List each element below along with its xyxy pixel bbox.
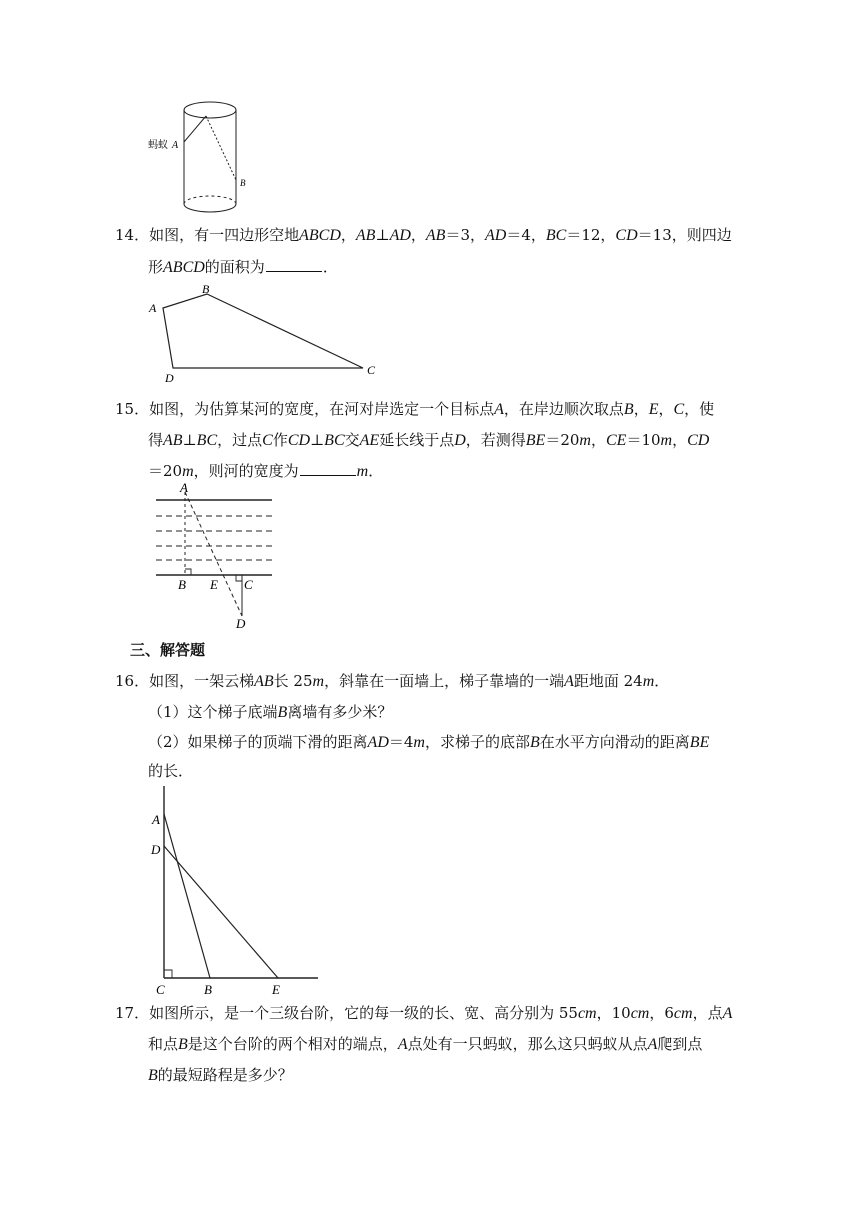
ladder-ab (164, 814, 210, 978)
right-angle-c (164, 970, 172, 978)
label-c: C (156, 982, 165, 997)
label-e: E (210, 577, 218, 592)
quadrilateral-abcd (163, 294, 363, 368)
cylinder-bottom-back (184, 196, 236, 204)
cylinder-top-ellipse (184, 102, 236, 118)
label-a: A (149, 301, 157, 315)
quadrilateral-figure (145, 282, 385, 388)
label-c: C (244, 577, 253, 592)
label-a: A (180, 482, 188, 495)
q15-line1: 15．如图，为估算某河的宽度，在河对岸选定一个目标点A，在岸边顺次取点B，E，C，使 (115, 400, 715, 418)
q16-number: 16． (115, 672, 150, 690)
label-d: D (151, 842, 161, 857)
q17-number: 17． (115, 1004, 150, 1022)
q15-line2: 得AB⊥BC，过点C作CD⊥BC交AE延长线于点D，若测得BE＝20m，CE＝10m，CD (148, 431, 710, 449)
q15-line3: ＝20m，则河的宽度为 m． (148, 462, 384, 480)
section-title: 三、解答题 (130, 641, 206, 659)
ladder-figure (146, 782, 326, 998)
q16-sub2: （2）如果梯子的顶端下滑的距离AD＝4m，求梯子的底部B在水平方向滑动的距离BE (148, 733, 710, 751)
answer-blank[interactable] (266, 257, 322, 272)
q16-line4: 的长． (148, 762, 194, 780)
ant-path-solid (184, 116, 206, 142)
q14-line2: 形ABCD的面积为 ． (148, 258, 338, 276)
label-e: E (272, 982, 280, 997)
q14-line1: 14．如图，有一四边形空地ABCD，AB⊥AD，AB＝3，AD＝4，BC＝12，CD＝13，则四边 (115, 226, 732, 244)
q14-number: 14． (115, 226, 150, 244)
right-angle-b (185, 569, 191, 575)
segment-ad (185, 492, 242, 616)
q17-line2: 和点B是这个台阶的两个相对的端点，A点处有一只蚂蚁，那么这只蚂蚁从点A爬到点 (148, 1035, 703, 1053)
q17-line3: B的最短路程是多少？ (148, 1066, 293, 1084)
q16-line1: 16．如图，一架云梯AB长 25m，斜靠在一面墙上，梯子靠墙的一端A距地面 24m． (115, 672, 670, 690)
ant-path-dashed (206, 116, 236, 180)
label-b: B (202, 282, 210, 296)
cylinder-figure (140, 96, 250, 220)
label-d: D (165, 371, 174, 385)
cylinder-bottom-front (184, 204, 236, 212)
label-b: B (204, 982, 212, 997)
label-b: B (178, 577, 186, 592)
q17-line1: 17．如图所示，是一个三级台阶，它的每一级的长、宽、高分别为 55cm，10cm，6cm，点A (115, 1004, 733, 1022)
answer-blank[interactable] (300, 461, 356, 476)
right-angle-c (236, 575, 242, 581)
label-d: D (236, 616, 246, 631)
label-c: C (367, 363, 376, 377)
q16-sub1: （1）这个梯子底端B离墙有多少米？ (148, 703, 393, 721)
river-figure (150, 482, 280, 632)
point-b-label: B (240, 178, 246, 188)
q15-number: 15． (115, 400, 150, 418)
label-a: A (152, 812, 160, 827)
ant-label: 蚂蚁 (148, 140, 168, 151)
point-a-label: A (172, 140, 179, 151)
ladder-de (164, 846, 278, 978)
